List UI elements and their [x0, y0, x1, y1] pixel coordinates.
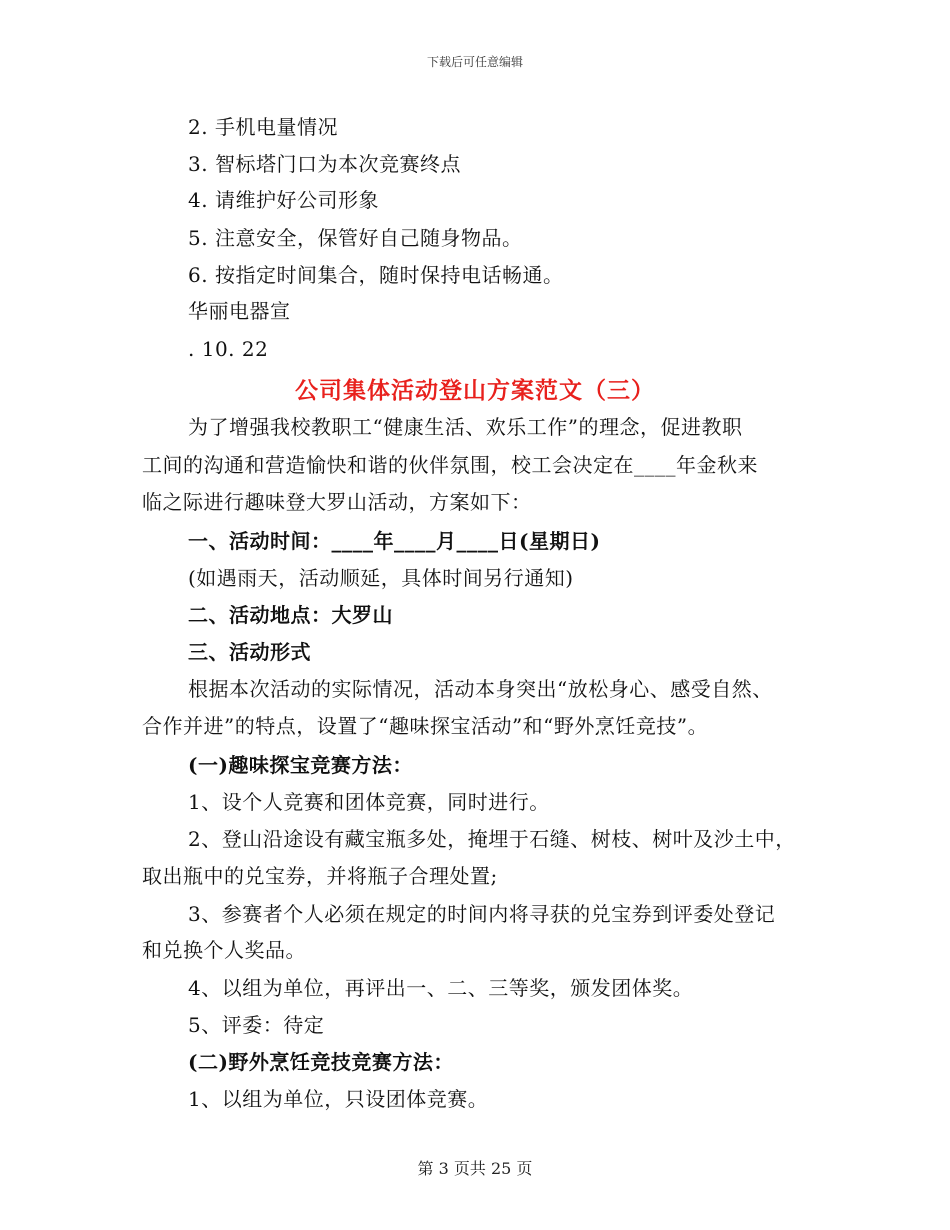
list-item: 取出瓶中的兑宝券，并将瓶子合理处置; [142, 864, 498, 888]
list-item: 1、以组为单位，只设团体竞赛。 [188, 1087, 489, 1111]
list-item: 6. 按指定时间集合，随时保持电话畅通。 [188, 263, 564, 287]
list-item: 和兑换个人奖品。 [142, 938, 306, 962]
list-item: 3. 智标塔门口为本次竞赛终点 [188, 152, 461, 176]
list-item: 5、评委：待定 [188, 1013, 325, 1037]
paragraph-line: 工间的沟通和营造愉快和谐的伙伴氛围，校工会决定在____年金秋来 [142, 453, 758, 477]
heading-activity-form: 三、活动形式 [188, 640, 311, 664]
signature-line: 华丽电器宣 [188, 299, 291, 323]
list-item: 2. 手机电量情况 [188, 115, 338, 139]
list-item: 4. 请维护好公司形象 [188, 188, 379, 212]
subheading-treasure-hunt: (一)趣味探宝竞赛方法： [188, 753, 413, 777]
paragraph-line: 根据本次活动的实际情况，活动本身突出“放松身心、感受自然、 [188, 677, 773, 701]
list-item: 4、以组为单位，再评出一、二、三等奖，颁发团体奖。 [188, 976, 694, 1000]
paragraph-line: (如遇雨天，活动顺延，具体时间另行通知) [188, 566, 574, 590]
heading-activity-location: 二、活动地点：大罗山 [188, 603, 393, 627]
list-item: 5. 注意安全，保管好自己随身物品。 [188, 226, 523, 250]
section-title: 公司集体活动登山方案范文（三） [295, 377, 655, 404]
page-footer: 第 3 页共 25 页 [417, 1159, 533, 1178]
page-header: 下载后可任意编辑 [426, 55, 523, 69]
paragraph-line: 为了增强我校教职工“健康生活、欢乐工作”的理念，促进教职 [188, 415, 743, 439]
list-item: 3、参赛者个人必须在规定的时间内将寻获的兑宝券到评委处登记 [188, 902, 776, 926]
paragraph-line: 合作并进”的特点，设置了“趣味探宝活动”和“野外烹饪竞技”。 [142, 714, 709, 738]
list-item: 1、设个人竞赛和团体竞赛，同时进行。 [188, 790, 550, 814]
heading-activity-time: 一、活动时间：____年____月____日(星期日) [188, 529, 601, 553]
paragraph-line: 临之际进行趣味登大罗山活动，方案如下： [142, 490, 532, 514]
date-line: . 10. 22 [188, 337, 269, 361]
list-item: 2、登山沿途设有藏宝瓶多处，掩埋于石缝、树枝、树叶及沙土中， [188, 827, 796, 851]
subheading-cooking-contest: (二)野外烹饪竞技竞赛方法： [188, 1050, 454, 1074]
